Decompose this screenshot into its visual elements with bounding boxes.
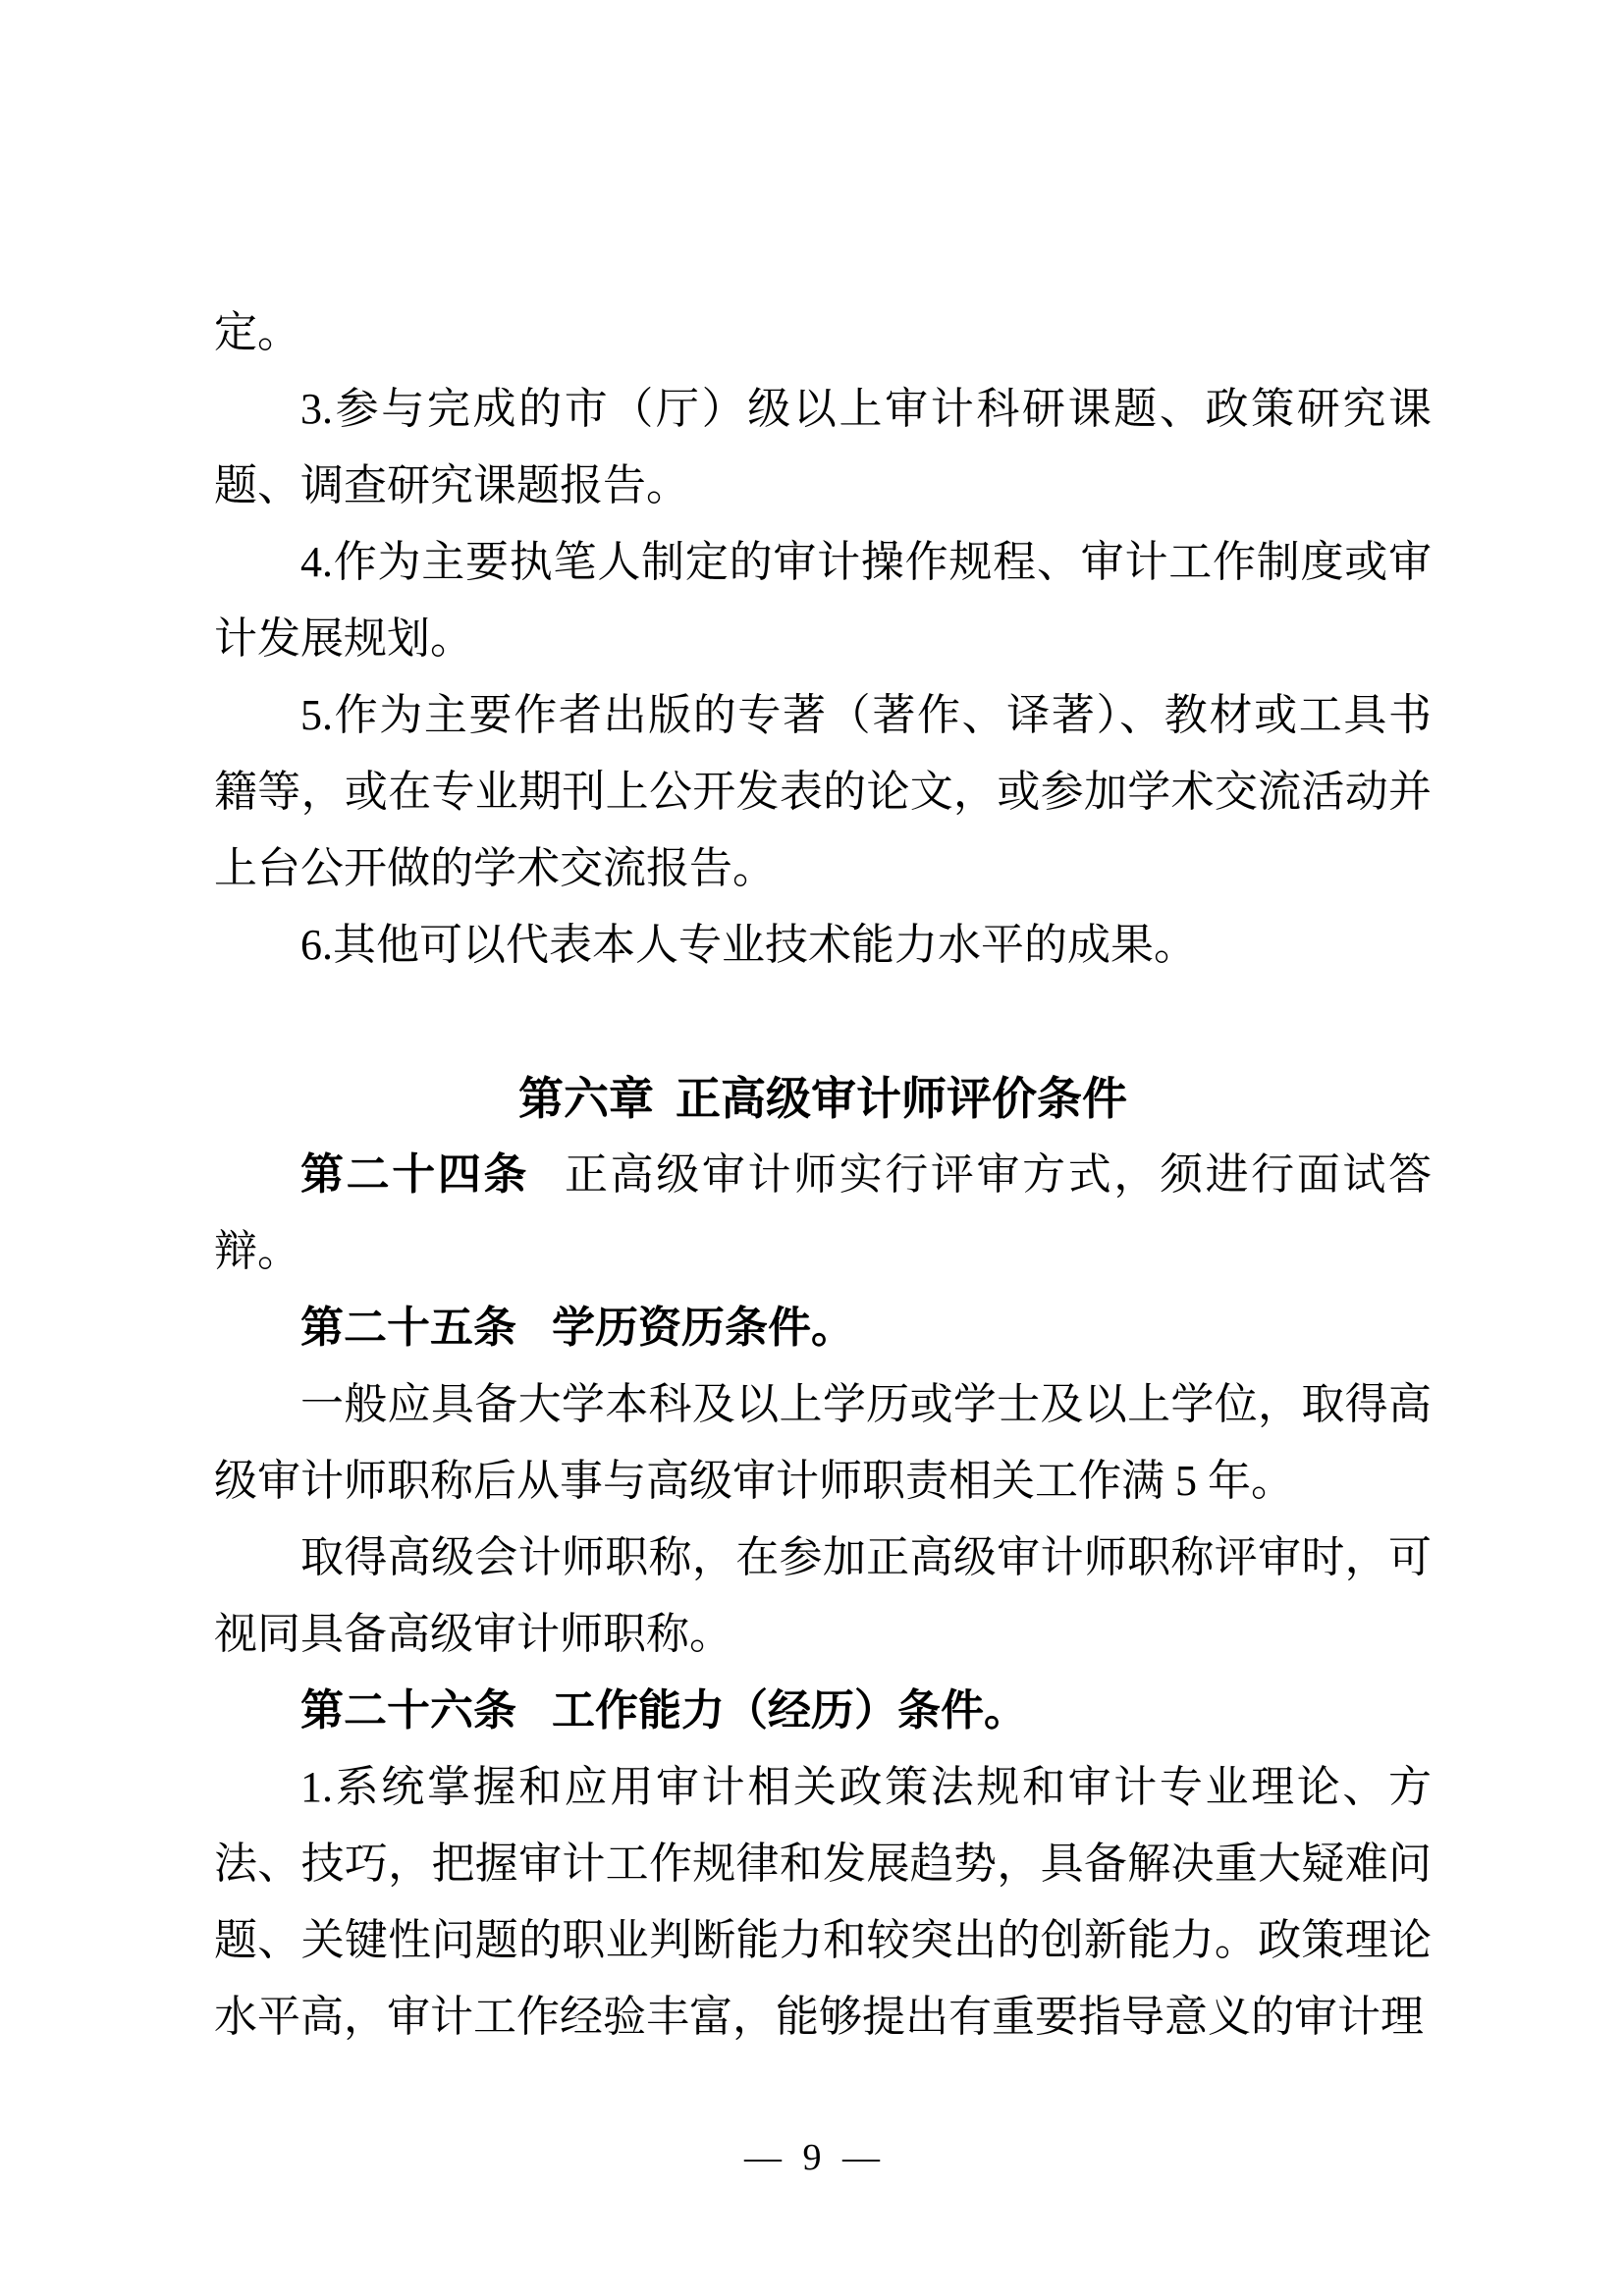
page-number: — 9 — <box>744 2137 880 2178</box>
continuation-paragraph: 定。 <box>214 308 300 356</box>
article-24-label: 第二十四条 <box>300 1150 530 1199</box>
article-25-label: 第二十五条 <box>300 1304 516 1352</box>
article-26-text: 工作能力（经历）条件。 <box>552 1686 1027 1735</box>
article-24-text: 正高级审计师实行评审方式，须进行面试答辩。 <box>214 1150 1433 1275</box>
body-paragraph-education: 一般应具备大学本科及以上学历或学士及以上学位，取得高级审计师职称后从事与高级审计师职责相关工作满 5 年。 <box>214 1380 1432 1505</box>
chapter-heading <box>214 1060 1432 1137</box>
article-26-paragraph <box>214 1673 1432 1749</box>
article-26-label: 第二十六条 <box>300 1686 516 1735</box>
numbered-item-3: 3.参与完成的市（厅）级以上审计科研课题、政策研究课题、调查研究课题报告。 <box>214 385 1432 509</box>
body-paragraph-accountant: 取得高级会计师职称，在参加正高级审计师职称评审时，可视同具备高级审计师职称。 <box>214 1533 1432 1658</box>
numbered-item-4: 4.作为主要执笔人制定的审计操作规程、审计工作制度或审计发展规划。 <box>214 538 1432 663</box>
article-25-paragraph <box>214 1290 1432 1366</box>
page-footer <box>0 2128 1624 2187</box>
numbered-item-6: 6.其他可以代表本人专业技术能力水平的成果。 <box>300 921 1197 969</box>
article-25-text: 学历资历条件。 <box>552 1304 854 1352</box>
numbered-item-5: 5.作为主要作者出版的专著（著作、译著）、教材或工具书籍等，或在专业期刊上公开发表的论文，或参加学术交流活动并上台公开做的学术交流报告。 <box>214 691 1432 892</box>
chapter-number: 第六章 <box>518 1073 654 1124</box>
article-24-paragraph <box>214 1137 1432 1290</box>
chapter-title: 正高级审计师评价条件 <box>676 1073 1127 1124</box>
document-body <box>214 294 1432 2056</box>
numbered-item-1-ability: 1.系统掌握和应用审计相关政策法规和审计专业理论、方法、技巧，把握审计工作规律和发展趋势，具备解决重大疑难问题、关键性问题的职业判断能力和较突出的创新能力。政策理论水平高，审计工作经验丰富，能够提出有重要指导意义的审计理 <box>214 1763 1432 2041</box>
